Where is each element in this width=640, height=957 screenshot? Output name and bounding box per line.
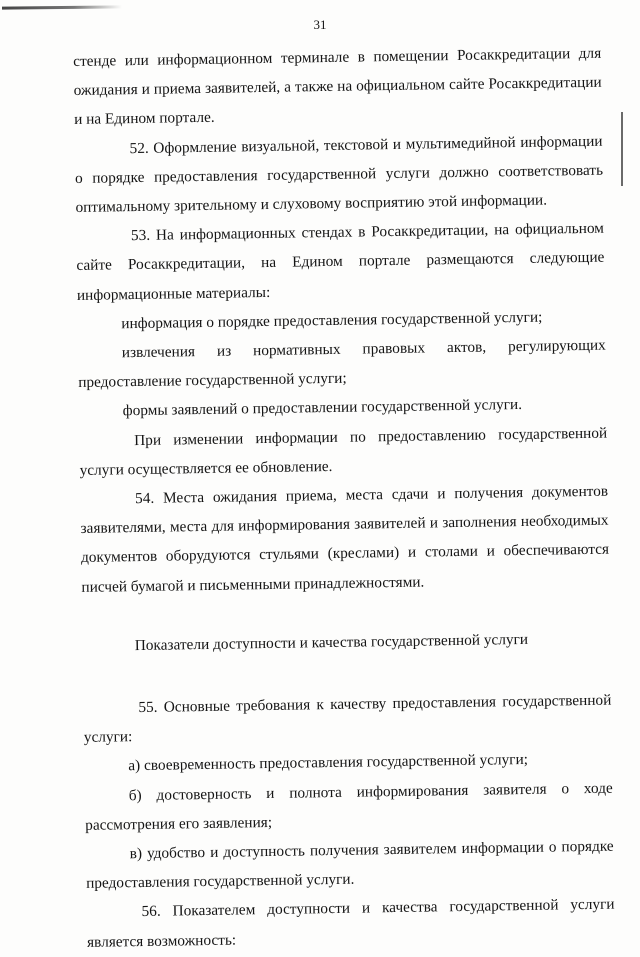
paragraph-55: 55. Основные требования к качеству предоставления государственной услуги: — [83, 691, 612, 747]
list-item-forms: формы заявлений о предоставлении государственной услуги. — [122, 396, 523, 420]
list-item-info-procedure: информация о порядке предоставления государственной услуги; — [121, 308, 543, 333]
paragraph-56: 56. Показателем доступности и качества государственной услуги является возможность: — [86, 896, 615, 951]
paragraph-54: 54. Места ожидания приема, места сдачи и получения документов заявителями, места для информирования заявителей и заполнения необходимых документов оборудуются стульями (креслами) и столами и обеспечиваются писчей бумагой и письменными принадлежностями. — [80, 482, 610, 596]
paragraph-update: При изменении информации по предоставлению государственной услуги осуществляется ее обновление. — [79, 424, 608, 479]
list-item-b: б) достоверность и полнота информирования заявителя о ходе рассмотрения его заявления; — [85, 779, 613, 834]
scan-artifact-right — [621, 112, 623, 186]
paragraph-53: 53. На информационных стендах в Росаккредитации, на официальном сайте Росаккредитации, на Едином портале размещаются следующие информационные материалы: — [76, 219, 605, 304]
paragraph-continuation: стенде или информационном терминале в помещении Росаккредитации для ожидания и приема заявителей, а также на официальном сайте Росаккредитации и на Едином портале. — [73, 44, 602, 129]
list-item-a: а) своевременность предоставления государственной услуги; — [128, 751, 529, 775]
document-body — [73, 39, 615, 957]
list-item-c: в) удобство и доступность получения заявителем информации о порядке предоставления государственной услуги. — [86, 837, 614, 893]
section-heading: Показатели доступности и качества государственной услуги — [134, 630, 529, 654]
scan-artifact-top — [2, 5, 122, 9]
page-number: 31 — [313, 17, 327, 32]
paragraph-52: 52. Оформление визуальной, текстовой и мультимедийной информации о порядке предоставления государственной услуги должно соответствовать оптимальному зрительному и слуховому восприятию этой информации. — [74, 132, 604, 216]
list-item-extracts: извлечения из нормативных правовых актов, регулирующих предоставление государственной услуги; — [78, 336, 606, 392]
